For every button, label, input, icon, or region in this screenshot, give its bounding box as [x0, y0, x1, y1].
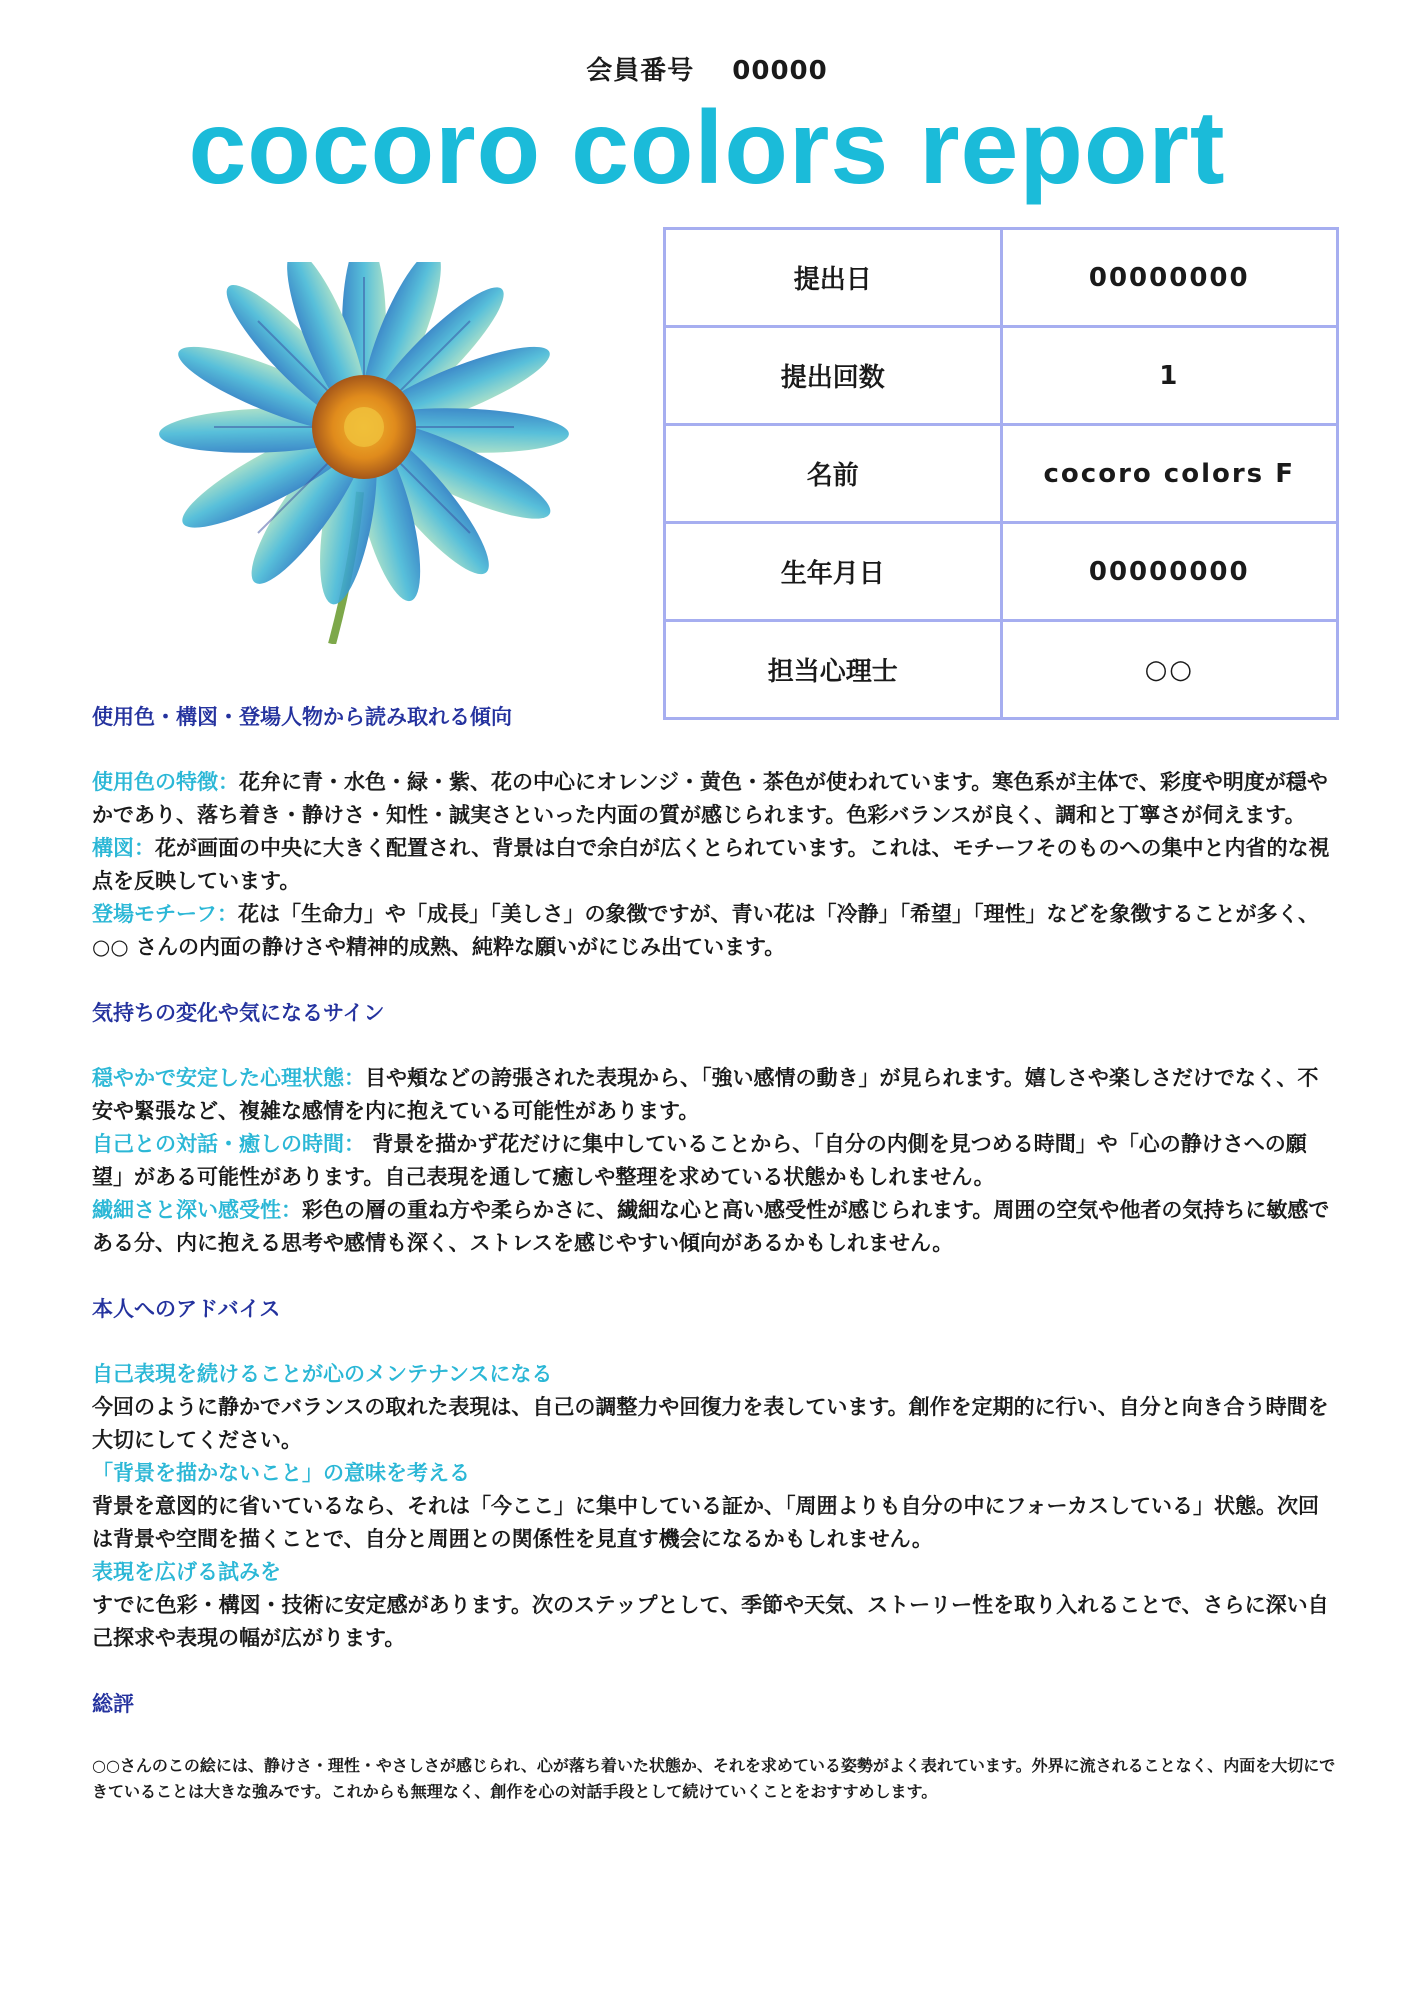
advice-subheading: 自己表現を続けることが心のメンテナンスになる	[92, 1362, 553, 1386]
paragraph-color-features	[92, 766, 1337, 832]
info-value: 00000000	[1001, 229, 1338, 327]
paragraph-stable-state	[92, 1062, 1337, 1128]
paragraph-lead: 登場モチーフ：	[92, 902, 238, 926]
advice-text: 背景を意図的に省いているなら、それは「今ここ」に集中している証か、「周囲よりも自分の中にフォーカスしている」状態。次回は背景や空間を描くことで、自分と周囲との関係性を見直す機会になるかもしれません。	[92, 1494, 1320, 1551]
info-row-birthdate	[665, 523, 1338, 621]
summary-text: ○○さんのこの絵には、静けさ・理性・やさしさが感じられ、心が落ち着いた状態か、それを求めている姿勢がよく表れています。外界に流されることなく、内面を大切にできていることは大きな強みです。これからも無理なく、創作を心の対話手段として続けていくことをおすすめします。	[92, 1756, 1336, 1801]
paragraph-lead: 自己との対話・癒しの時間：	[92, 1132, 365, 1156]
advice-subheading: 「背景を描かないこと」の意味を考える	[92, 1461, 470, 1485]
paragraph-text: 花が画面の中央に大きく配置され、背景は白で余白が広くとられています。これは、モチーフそのものへの集中と内省的な視点を反映しています。	[92, 836, 1330, 893]
paragraph-lead: 構図：	[92, 836, 155, 860]
paragraph-text: 背景を描かず花だけに集中していることから、「自分の内側を見つめる時間」や「心の静けさへの願望」がある可能性があります。自己表現を通して癒しや整理を求めている状態かもしれません。	[92, 1132, 1307, 1189]
report-body	[92, 700, 1337, 1805]
paragraph-text: 彩色の層の重ね方や柔らかさに、繊細な心と高い感受性が感じられます。周囲の空気や他者の気持ちに敏感である分、内に抱える思考や感情も深く、ストレスを感じやすい傾向があるかもしれません。	[92, 1198, 1330, 1255]
paragraph-composition	[92, 832, 1337, 898]
advice-subheading: 表現を広げる試みを	[92, 1560, 281, 1584]
info-label: 担当心理士	[665, 621, 1002, 719]
paragraph-motif	[92, 898, 1337, 964]
paragraph-sensitivity	[92, 1194, 1337, 1260]
paragraph-lead: 穏やかで安定した心理状態：	[92, 1066, 365, 1090]
paragraph-self-dialogue	[92, 1128, 1337, 1194]
paragraph-lead: 使用色の特徴：	[92, 770, 239, 794]
member-number-line	[0, 50, 1414, 87]
member-number-label: 会員番号	[586, 56, 695, 86]
advice-text: 今回のように静かでバランスの取れた表現は、自己の調整力や回復力を表しています。創作を定期的に行い、自分と向き合う時間を大切にしてください。	[92, 1395, 1329, 1452]
info-value: 1	[1001, 327, 1338, 425]
info-label: 提出日	[665, 229, 1002, 327]
member-number-value: 00000	[732, 56, 828, 86]
info-row-submit-count	[665, 327, 1338, 425]
info-label: 提出回数	[665, 327, 1002, 425]
advice-text: すでに色彩・構図・技術に安定感があります。次のステップとして、季節や天気、ストーリー性を取り入れることで、さらに深い自己探求や表現の幅が広がります。	[92, 1593, 1329, 1650]
paragraph-text: 花は「生命力」や「成長」「美しさ」の象徴ですが、青い花は「冷静」「希望」「理性」などを象徴することが多く、○○ さんの内面の静けさや精神的成熟、純粋な願いがにじみ出ています。	[92, 902, 1320, 959]
section-heading-advice: 本人へのアドバイス	[92, 1297, 281, 1321]
info-value: 00000000	[1001, 523, 1338, 621]
info-value: ○○	[1001, 621, 1338, 719]
paragraph-text: 目や頬などの誇張された表現から、「強い感情の動き」が見られます。嬉しさや楽しさだけでなく、不安や緊張など、複雑な感情を内に抱えている可能性があります。	[92, 1066, 1319, 1123]
info-row-submit-date	[665, 229, 1338, 327]
report-title: cocoro colors report	[188, 90, 1226, 206]
paragraph-text: 花弁に青・水色・緑・紫、花の中心にオレンジ・黄色・茶色が使われています。寒色系が主体で、彩度や明度が穏やかであり、落ち着き・静けさ・知性・誠実さといった内面の質が感じられます。色彩バランスが良く、調和と丁寧さが伺えます。	[92, 770, 1328, 827]
info-row-name	[665, 425, 1338, 523]
flower-watercolor-image	[92, 262, 652, 644]
info-value: cocoro colors F	[1001, 425, 1338, 523]
paragraph-lead: 繊細さと深い感受性：	[92, 1198, 302, 1222]
section-heading-tendencies: 使用色・構図・登場人物から読み取れる傾向	[92, 705, 512, 729]
info-label: 生年月日	[665, 523, 1002, 621]
info-label: 名前	[665, 425, 1002, 523]
section-heading-summary: 総評	[92, 1692, 134, 1716]
section-heading-signs: 気持ちの変化や気になるサイン	[92, 1001, 385, 1025]
info-table	[663, 227, 1339, 720]
